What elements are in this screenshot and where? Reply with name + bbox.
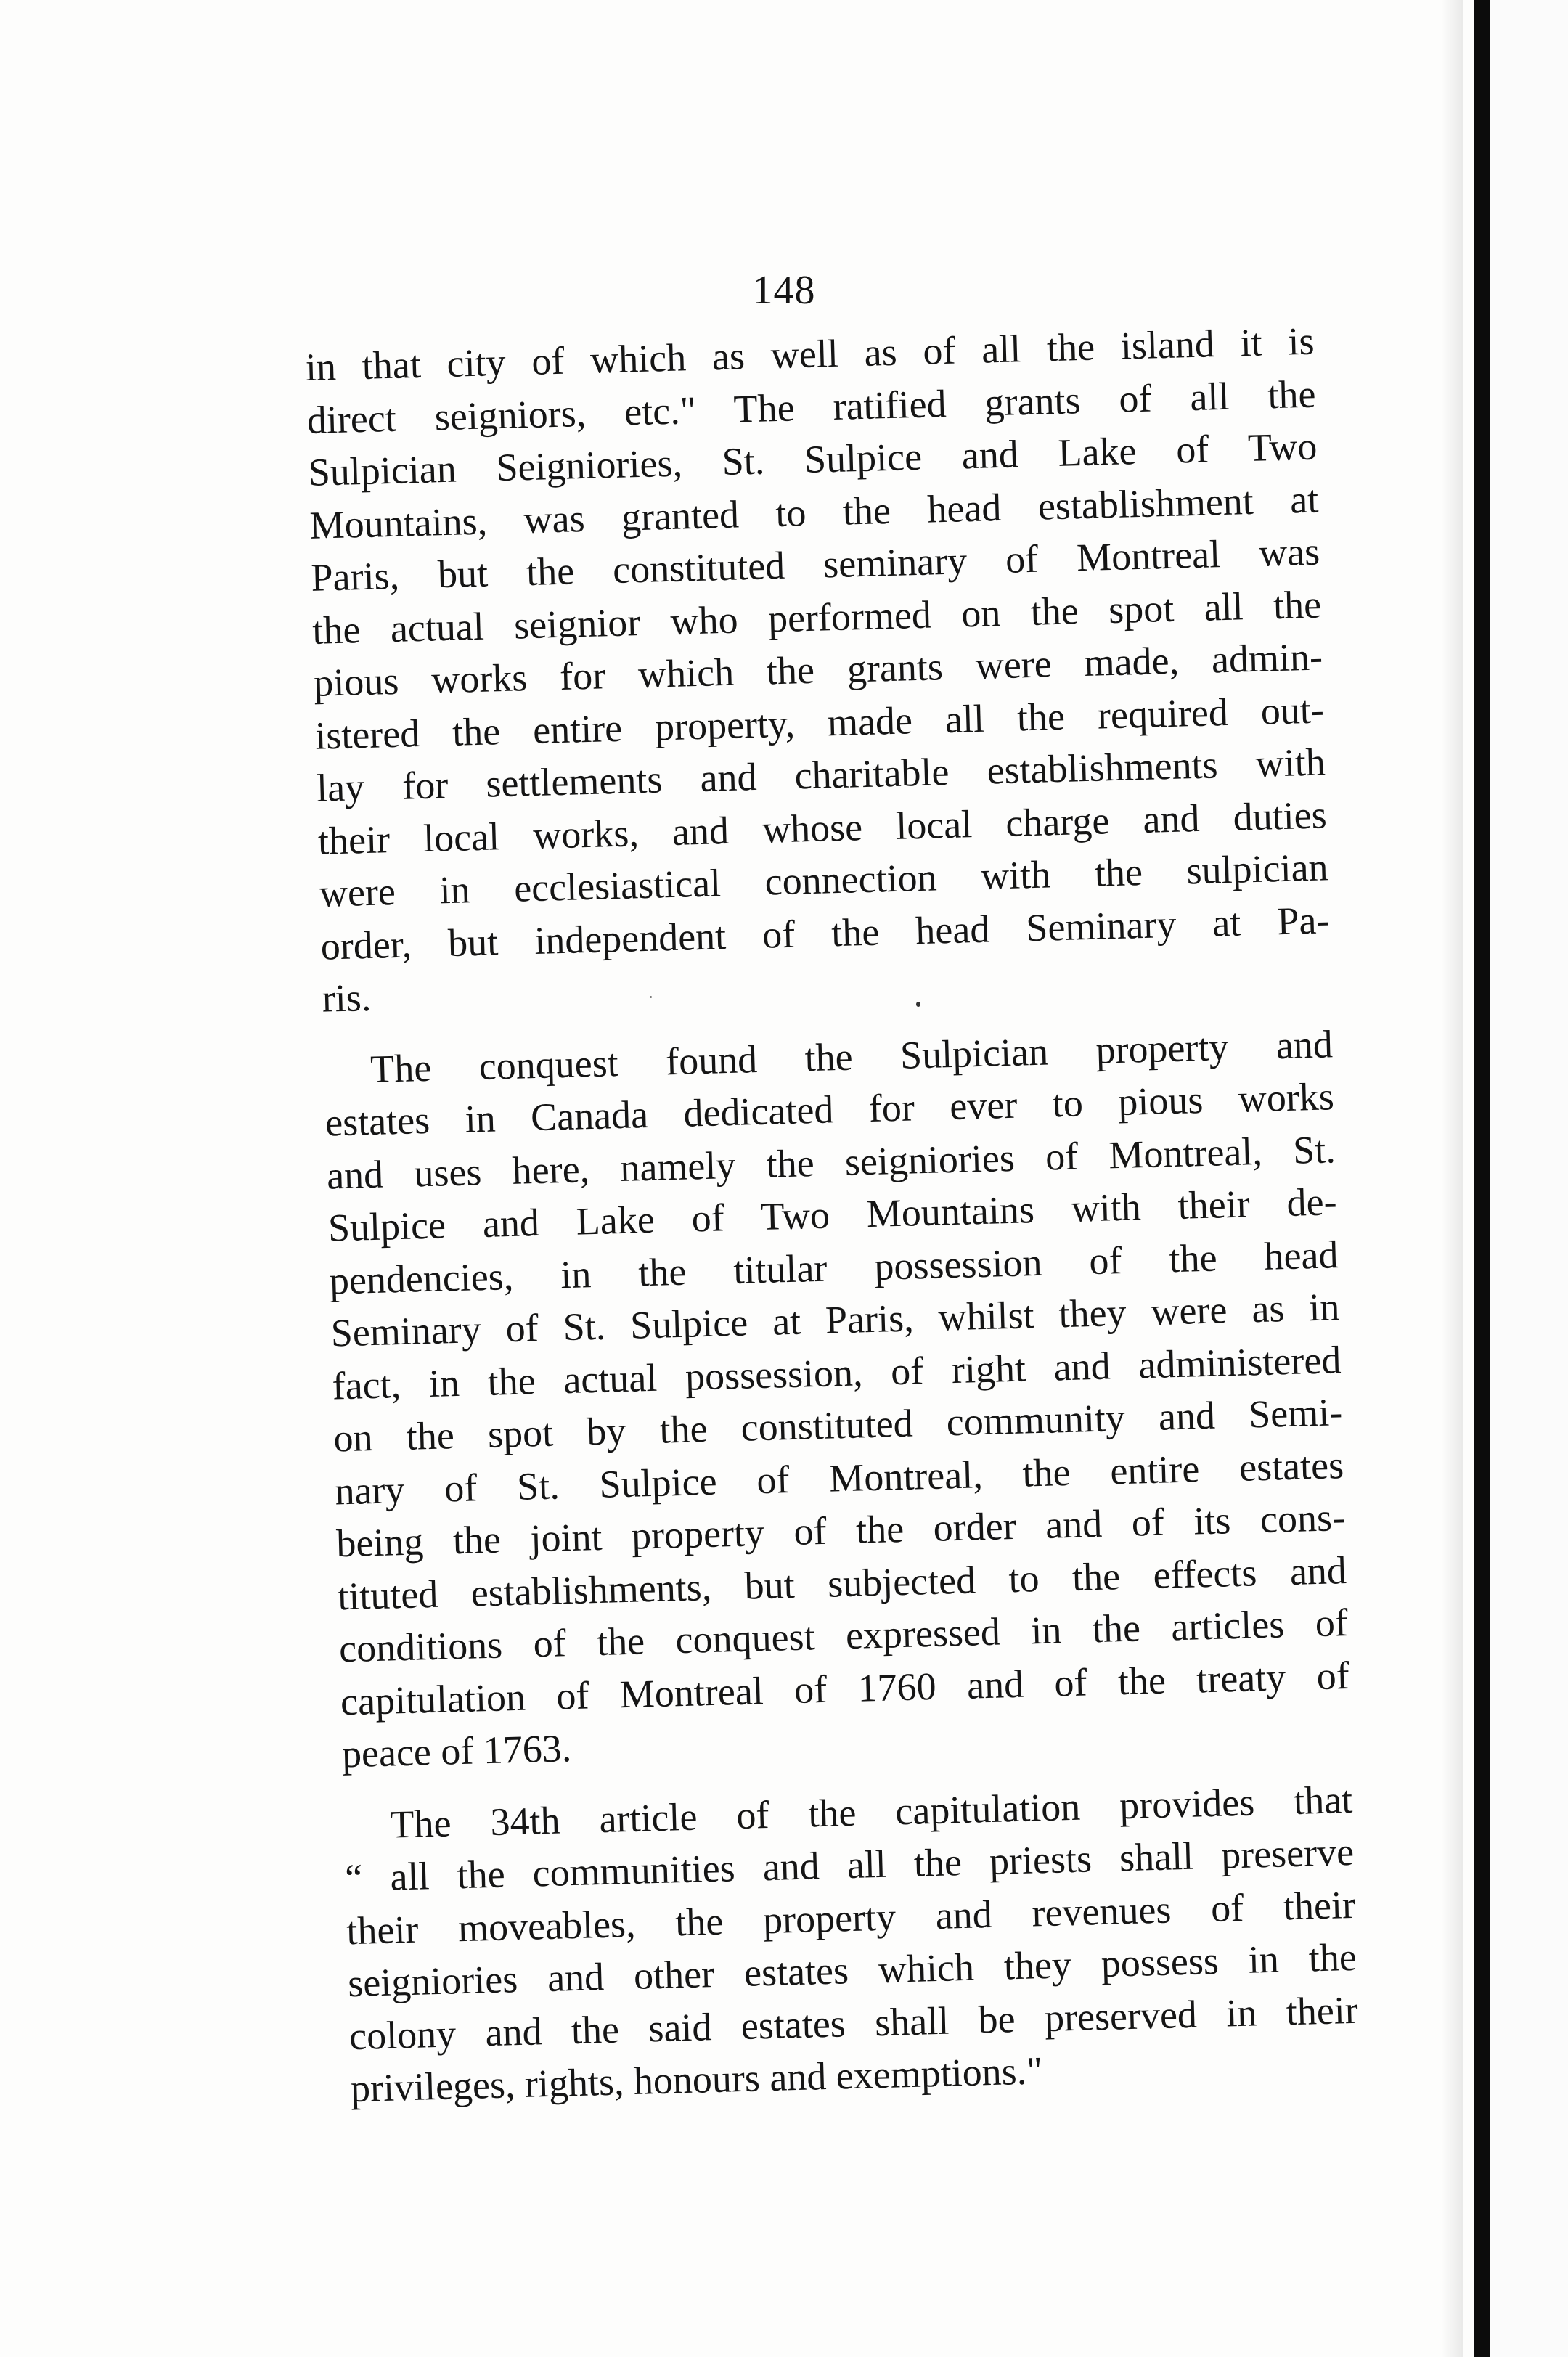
text-line: being the joint property of the order and of its cons-	[335, 1495, 1346, 1566]
text-line: order, but independent of the head Seminary at Pa-	[320, 897, 1331, 968]
paragraph-2	[323, 1018, 1351, 1781]
text-line: colony and the said estates shall be preserved in their	[348, 1988, 1359, 2058]
ink-speck	[916, 1002, 920, 1007]
text-line: The conquest found the Sulpician property and	[369, 1021, 1334, 1091]
text-line: their moveables, the property and revenues of their	[346, 1882, 1356, 1953]
text-line: istered the entire property, made all the required out-	[314, 687, 1325, 758]
paragraph-1	[305, 315, 1331, 1026]
text-line: ris.	[321, 975, 372, 1021]
page-number: 148	[752, 268, 816, 313]
text-line: their local works, and whose local charge and duties	[317, 792, 1328, 863]
text-line: estates in Canada dedicated for ever to pious works	[324, 1074, 1335, 1145]
text-line: seigniories and other estates which they possess in the	[347, 1935, 1357, 2006]
text-line: the actual seignior who performed on the spot all the	[311, 581, 1322, 653]
text-line: Sulpician Seigniories, St. Sulpice and Lake of Two	[307, 424, 1318, 494]
text-line: capitulation of Montreal of 1760 and of the treaty of	[340, 1653, 1350, 1723]
text-line: tituted establishments, but subjected to the effects and	[337, 1548, 1347, 1618]
text-line: pendencies, in the titular possession of the head	[329, 1232, 1339, 1303]
text-line: fact, in the actual possession, of right and administered	[331, 1337, 1342, 1408]
text-line: Mountains, was granted to the head establishment at	[309, 477, 1319, 547]
text-line: “ all the communities and all the priests shall preserve	[344, 1829, 1355, 1900]
page-gutter-shadow	[1441, 0, 1463, 2357]
text-line: conditions of the conquest expressed in the articles of	[338, 1601, 1349, 1671]
text-line: in that city of which as well as of all the island it is	[305, 319, 1315, 389]
text-line: lay for settlements and charitable establishments with	[316, 740, 1326, 810]
text-line: and uses here, namely the seigniories of Montreal, St.	[326, 1127, 1336, 1198]
text-line: peace of 1763.	[341, 1726, 573, 1776]
text-line: Sulpice and Lake of Two Mountains with their de-	[327, 1180, 1338, 1250]
text-line: Seminary of St. Sulpice at Paris, whilst they were as in	[330, 1285, 1341, 1355]
text-line: Paris, but the constituted seminary of Montreal was	[310, 529, 1320, 600]
text-line: nary of St. Sulpice of Montreal, the entire estates	[334, 1442, 1344, 1513]
paragraph-3	[343, 1773, 1360, 2115]
page-margin-outside	[1490, 0, 1568, 2357]
page-edge-border	[1474, 0, 1490, 2357]
text-line: privileges, rights, honours and exemptions."	[350, 2048, 1043, 2111]
text-line: pious works for which the grants were made, admin-	[313, 634, 1323, 705]
text-line: on the spot by the constituted community and Semi-	[332, 1390, 1343, 1461]
text-line: The 34th article of the capitulation provides that	[389, 1777, 1353, 1847]
ink-speck	[650, 996, 652, 998]
body-text	[305, 315, 1360, 2115]
text-line: direct seigniors, etc." The ratified grants of all the	[306, 372, 1317, 442]
text-line: were in ecclesiastical connection with the sulpician	[319, 845, 1329, 915]
